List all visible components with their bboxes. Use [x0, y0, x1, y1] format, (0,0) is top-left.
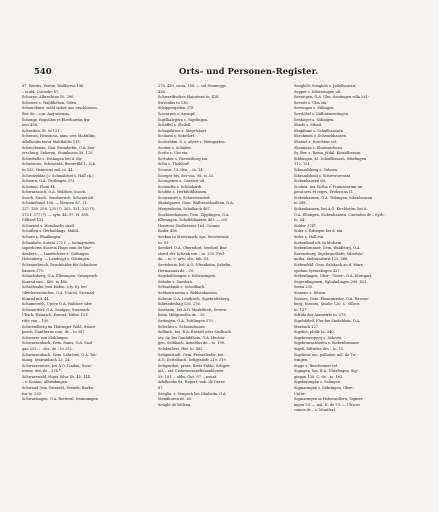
register-line: Scotiurfia s. Schönhardt.	[158, 184, 203, 189]
register-line: Schachsalm (von Hafen, s.ty. Sy. bei	[22, 285, 87, 290]
register-line: Schwertfischer, Hainrieus to. 428.	[158, 95, 220, 100]
register-line: heim. Hiltgruedes de – 39.	[158, 313, 206, 318]
register-line: ingen 78. — mil. H. de 79. — Ulricus	[294, 402, 360, 407]
register-line: Sibrandsberg s. Sebrow.	[294, 167, 338, 172]
register-line: – s. Konian, Albrinkingen.	[22, 380, 69, 385]
register-line: opidum Syvumbogen 427.	[294, 268, 341, 273]
register-line: Schonen, Flum 14.	[22, 184, 56, 189]
register-line: Sickenhausen, O.A. Tübingen, Sikenhausen	[294, 195, 373, 200]
register-line: Hohenberg. — Landvogt s. Göttingen.	[22, 257, 91, 262]
register-line: Siena 255.	[294, 285, 314, 290]
register-line: Seedorf, O.A. Oberndorf, Seedorf. Bur-	[158, 246, 228, 251]
register-line: Sigeli, Siltrides des – to. 15.	[294, 346, 345, 351]
register-line: Sigmaringen in Hohenzollern, Sigmar-	[294, 397, 364, 402]
register-line: Skutalpuent, Gem. Walbsenshoulhen, O.A.	[158, 201, 234, 206]
register-line: Siddor 374*.	[294, 223, 317, 228]
register-line: Scheura, O.A. Tuttlingen 375.	[22, 179, 76, 184]
column-right	[294, 84, 422, 484]
register-line: Unter-.	[294, 391, 307, 396]
register-line: Siebenfeld, Gem. Salzbach an d. Murr,	[294, 263, 364, 267]
register-line: Schachsberg, O.A. Ellwangen, Swauperch	[22, 274, 98, 279]
register-line: Scheuenbruch, Druckfehler für Schachen-	[22, 263, 99, 267]
register-line: wingen.	[294, 358, 309, 363]
register-line: Selidenbert, Her. to. 402.	[158, 346, 204, 351]
register-line: peratores et reges, Fridericus II.	[294, 190, 354, 195]
register-line: A.G. Dettelbach, Seligestadt 219. 219.	[158, 358, 227, 363]
register-line: 373 f. 377 (?). — sym. 44. 57. H. 388.	[22, 212, 90, 217]
register-line: fus to. 292.	[22, 391, 43, 396]
register-line: Sheckmen s. Schenckhausen.	[294, 134, 348, 139]
register-line: Schwendberg im Thüringer Wald, Swarz-	[22, 324, 97, 329]
register-line: gen, Selhbach. Arnoldus de – to. 190.	[158, 341, 226, 346]
register-line: Schrechenau, Gau. Prondorfer, O.A. Sen-	[22, 145, 96, 150]
register-line: Schower s. Waldthëhen, Öden.	[22, 100, 78, 105]
register-line: Suoch. Suoch. Sensbrerich. Schenerich.	[22, 195, 95, 200]
register-line: Schöffel s. Sleifell.	[158, 123, 192, 128]
register-line: Scharn s. Phuikingen.	[22, 235, 62, 240]
register-line: Schrutzeldas (= Schmalebei s. Hall ch.)	[22, 173, 94, 178]
register-line: to. 54.	[294, 218, 306, 223]
register-line: Schuften s. Gerhaldings, Mahlt.	[22, 229, 80, 234]
register-line: Scheinehmel 108. — Mensen 87. 11.	[22, 201, 88, 206]
register-line: 127. 158. 208. 230 (?). 303. 321. 333 (?).	[22, 207, 96, 212]
register-line: Siebenbrunner, Gem. Waldburg, O.A.	[294, 246, 361, 251]
register-line: to 288.	[294, 201, 307, 206]
register-line: to 335. Heinricus mil. to. 44.	[22, 167, 74, 172]
register-line: Scuwensitt s. Schwewenried.	[158, 195, 211, 200]
register-line: Mergenheim, Schalbach 467.	[158, 207, 211, 212]
register-line: Sicahiseshausen, Gem. Zipplingen, O.A.	[158, 212, 230, 217]
register-line: Sy, Ber, s. Rema, jüthil, Kinstilbranin.	[294, 151, 362, 156]
register-line: Segrenlingenen, Sgbalmlingen 295. 453.	[294, 279, 368, 284]
register-line: Ber. de – con. Augustensis.	[22, 111, 71, 116]
register-line: Senglü de Wolena.	[158, 402, 192, 407]
register-line: Seekau in Steiermark, eps. Secoviensis	[158, 235, 229, 240]
register-line: Servlöhel s. Dälhaementingen.	[294, 111, 350, 116]
register-line: Scotier s. Schäfen.	[158, 145, 192, 150]
register-line: Marbach 127.	[294, 324, 320, 329]
register-line: Sienene s. Situen.	[294, 290, 327, 295]
register-line: Sebrow, O.A. Leutkirch, Sigebrattsberg,	[158, 296, 230, 301]
register-line: Ulrich, Heinrich, Konrad, Hiltro 13 f.	[22, 313, 89, 318]
register-line: Swveidiis to 136.	[158, 100, 189, 105]
register-line: tal, – rid. Cisteruienserfrauenkloster	[158, 369, 224, 374]
register-line: Serwër s. Ulm ein.	[294, 100, 328, 105]
register-line: Sigelhalegera s. Sigelingen.	[158, 117, 209, 122]
register-line: Schurtzel s. Hornbachs suall.	[22, 223, 75, 228]
register-line: Sigmaringen s. Söbringen, Ober-,	[294, 386, 355, 391]
page-header	[14, 14, 427, 76]
register-line: Cilfried 133.	[22, 218, 45, 223]
register-line: Sigelinus sac. palliator, mil. de Tu-	[294, 352, 357, 357]
column-left	[22, 84, 150, 484]
register-line: Senghs, s. Sengach bei Öhnbeim, O.A.	[158, 391, 227, 396]
register-line: Senghöli, Senghöli s. Judelhausen.	[294, 84, 357, 88]
register-line: Schorpa, Albrechtus 10. 290.	[22, 95, 75, 100]
register-line: Sigingen, bei. B.A. Überlingen, Sig-	[294, 369, 359, 374]
register-line: purch. Guntherus com. de – to 307.	[22, 330, 86, 335]
register-line: Seetzheim, bei. A.G. Ufrenheim, Sabelm.	[158, 263, 232, 267]
register-line: Sebalm s. Saeslein.	[158, 279, 193, 284]
register-line: Ravensburg, Sigebrundhöfe; Siberbär-	[294, 251, 364, 256]
register-line: Adelheidis Sa. Rupert; nob. de Darze	[158, 380, 225, 385]
register-line: denbers. — Landrickner s. Göttingen.	[22, 251, 90, 256]
register-line: – sculd. Custodie 87.	[22, 89, 60, 94]
register-line: Schwarzenbach, Gem. Rams, O.A. Saul-	[22, 341, 94, 346]
register-line: gingen 130. C. de – to. 103.	[294, 374, 344, 379]
running-title: Orts- und Personen-Register.	[179, 66, 319, 76]
register-line: erschurg. Seheren, Stumbucus 58. 125.	[22, 151, 94, 156]
register-line: Sibrandsheid s. Schwerorensnt.	[294, 173, 352, 178]
register-line: Schrage, Ropoldus et Eberhardus fra-	[22, 117, 91, 122]
register-line: Sigehot, plelle ta. 340.	[294, 330, 335, 335]
register-line: gau 252. . . dos. de – to 292.	[22, 346, 73, 351]
register-line: Sigeleutingen s. Salingen.	[294, 380, 342, 385]
register-line: Schwarzwald, Nigra Silva 40. 45. 144.	[22, 374, 92, 379]
register-line: Segebaldsingen s. Söbenzingen.	[158, 274, 217, 279]
column-middle	[158, 84, 286, 484]
register-line: Seligenthal, proxs. Kreis Fiddo, Seligen-	[158, 363, 231, 368]
register-line: Sicilien. rex Sicilia s. Fromanorum im-	[294, 184, 364, 189]
page-number: 540	[34, 66, 52, 76]
register-line: burg, Siessen, Sisalle 120. C. Villicis	[294, 302, 360, 307]
register-line: Seppet s. Söbersingen ult.	[294, 89, 342, 94]
register-line: Senhöger s. Söhingen.	[294, 117, 335, 122]
register-line: Mendhoren 60. 60.	[158, 397, 193, 402]
register-line: du. – st. 9. arts; obs. tab. 83.	[158, 257, 210, 262]
register-line: 112. 151.	[294, 162, 311, 167]
register-line: Shade s. Stbad.	[294, 123, 323, 128]
register-line: untha, Siebrandstrit 125. 266.	[294, 257, 349, 262]
register-line: O.A. Eltangen, Sickenhausen. Conradus de – Syrb.	[294, 212, 385, 217]
register-line: Hermannus de – 29.	[158, 268, 195, 273]
register-line: Schrawa, Heinricus, nunc sive Mahtildis,	[22, 134, 96, 139]
register-line: Seitingen, O.A. Tuttlingen 379.	[158, 318, 214, 323]
register-line: Servingen s. Sülingen.	[294, 106, 335, 111]
register-line: Sibrandeshag 126. 276.	[158, 302, 201, 307]
register-line: Siebenlingen, Ober-, Unter-, O.A. Stuttgart,	[294, 274, 373, 279]
register-line: Seleches s. Schoondsauer.	[158, 324, 206, 329]
register-line: Schaukeln, Suevia 272 f. — heimgruntes	[22, 240, 95, 245]
register-line: Sickenhausen, bei A.G. Kirchheim, bei A.	[294, 207, 368, 212]
register-line: Konrad von – 480. to 480.	[22, 279, 69, 284]
register-line: Sibbingen, Kl. Schaffhausen, Sibelingen	[294, 156, 367, 161]
register-line: Schratten, St. to 151.	[22, 128, 61, 133]
register-line: 87.	[158, 386, 164, 391]
register-line: Scoriganen s. Canssur ult.	[158, 179, 206, 184]
register-line: Schowsbure, wöhl sicher aus erschlossen.	[22, 106, 98, 111]
register-line: Schwand (von Osterab), Svenda, Burka-	[22, 386, 94, 391]
register-line: Scienrnes s. Arraspf.	[158, 111, 196, 116]
register-line: Shonnans s. Shirmardscen.	[294, 145, 344, 150]
register-line: Sclta s. Thebhorf.	[158, 162, 190, 167]
register-line: Seligenstadt, Gem. Prenzelenbe, bei-	[158, 352, 225, 357]
register-line: to. 53.	[158, 240, 170, 245]
register-line: Scrtuber s. Ravensburg ein.	[158, 156, 209, 161]
register-line: Siessen, Gem. Fleannweiler, O.A. Ravens-	[294, 296, 369, 301]
register-line: Sichenhausen ult.	[294, 179, 327, 184]
register-line: ritte von – 100.	[22, 318, 50, 323]
register-line: Schrobolle s. Esslingen bei d. dir.	[22, 156, 83, 161]
register-line: Konrad mil. 44.	[22, 296, 50, 301]
register-line: tres 458.	[22, 123, 39, 128]
register-line: Sifrida der Ammeirfz to. 279.	[294, 313, 347, 318]
register-line: Roder 456.	[158, 229, 178, 234]
register-line: Scheuerdorf. O.A. Saulgau, Swarzach	[22, 307, 90, 312]
register-line: Schwarze von Stöhlingen.	[22, 335, 69, 340]
register-line: Scolorblim. 8. s. ahere s. Weingarten.	[158, 139, 226, 144]
register-line: Scrita s. Utu ein.	[158, 151, 189, 156]
register-line: aty. Sy. bei Gunbildhein, O.A. Hechin-	[158, 335, 226, 340]
register-line: Seisheim, bei A.G. Marktbreit, Sewesi-	[158, 307, 228, 312]
register-line: Schegeldsus s. Siegelsbart.	[158, 128, 208, 133]
register-line: Ellwangen, Schalbbhausen 463. — col.	[158, 218, 228, 223]
register-line: hausen 375.	[22, 268, 44, 273]
register-line: Sebhentrasena s. Rebhenkausen.	[158, 290, 218, 295]
register-line: Schwarzenrose, bei A.O. Lindau, Swar-	[22, 363, 93, 368]
register-line: Scolarin s. Söbrdorf.	[158, 134, 196, 139]
register-line: comes de – s. Montfort.	[294, 408, 337, 413]
register-line: Henricus Stellwesser 163. Conrau	[158, 223, 220, 228]
register-line: treme. den de – 374 *.	[22, 369, 62, 374]
register-line: 278. 439. socia. 108. — vel Swanegge	[158, 84, 227, 88]
register-line: Sigelsfeled, Flur bei Sindehlein, O.A.	[294, 318, 361, 323]
register-line: Schwarzenbach, Gem. Lahr(see, O.A. Tet-	[22, 352, 97, 357]
register-line: Oberbetzzeinchm, O.A. Urach), Swenzel-	[22, 290, 96, 295]
register-line: Sider s. Hall ein.	[294, 235, 325, 240]
register-line: to. 157.	[294, 307, 308, 312]
register-line: Sigebrunnshoefen s. Siebenbrunner.	[294, 341, 360, 346]
register-line: chard der Schenk von – to. 255. Frid-	[158, 251, 226, 256]
register-body	[22, 84, 422, 484]
register-line: superhorin Suarein Hugo zum de War-	[22, 246, 92, 251]
register-line: Siebenkind ult. in Mulsein.	[294, 240, 343, 245]
register-line: Schwarzauch, O.A. Waldsee. Suoch.	[22, 190, 87, 195]
register-line: Selbach, bei. B.A. Rastatt oder Seelbach	[158, 330, 231, 335]
register-line: Schumeroch, Upter, O.A. Waldsee oder	[22, 302, 92, 307]
register-line: Scufifie s. Herbfüthhausen.	[158, 190, 208, 195]
register-line: Schwarzingen, O.A. Rottweil, Swänningen	[22, 397, 98, 402]
register-line: Siggo s. Beochenner col.	[294, 363, 339, 368]
register-line: Scurrer, 13. den. – to. 14.	[158, 167, 204, 172]
register-line: tnang. Swaranbach 23. 24.	[22, 358, 71, 363]
register-line: Schippergaiten 375.	[158, 106, 195, 111]
register-line: 87. Worms, Verein, Waltherus 196.	[22, 84, 85, 88]
register-line: Adelheidis soror Mahthildis 115.	[22, 139, 81, 144]
register-line: Sebanthauk s. Schoilbach.	[158, 285, 206, 290]
register-line: 59. 101. – abbs. Gut. 97. – nonat	[158, 374, 217, 379]
register-line: Sigebrenzsperg s. Sebrow.	[294, 335, 342, 340]
register-line: Schrözerie, Schriotuld, Beoterfild 1. 326.	[22, 162, 97, 167]
register-line: Shatzel s. Horchten col.	[294, 139, 338, 144]
register-line: Sessingen, O.A. Ulm, Sentingen villa 291-	[294, 95, 369, 100]
register-line: Scorger bei, der voa. 98. to 33.	[158, 173, 214, 178]
register-line: 438.	[158, 89, 166, 94]
register-line: Shapfiune s. Schaffsaussen.	[294, 128, 345, 133]
register-line: Sider s. Ezlingen bei d. ein.	[294, 229, 344, 234]
